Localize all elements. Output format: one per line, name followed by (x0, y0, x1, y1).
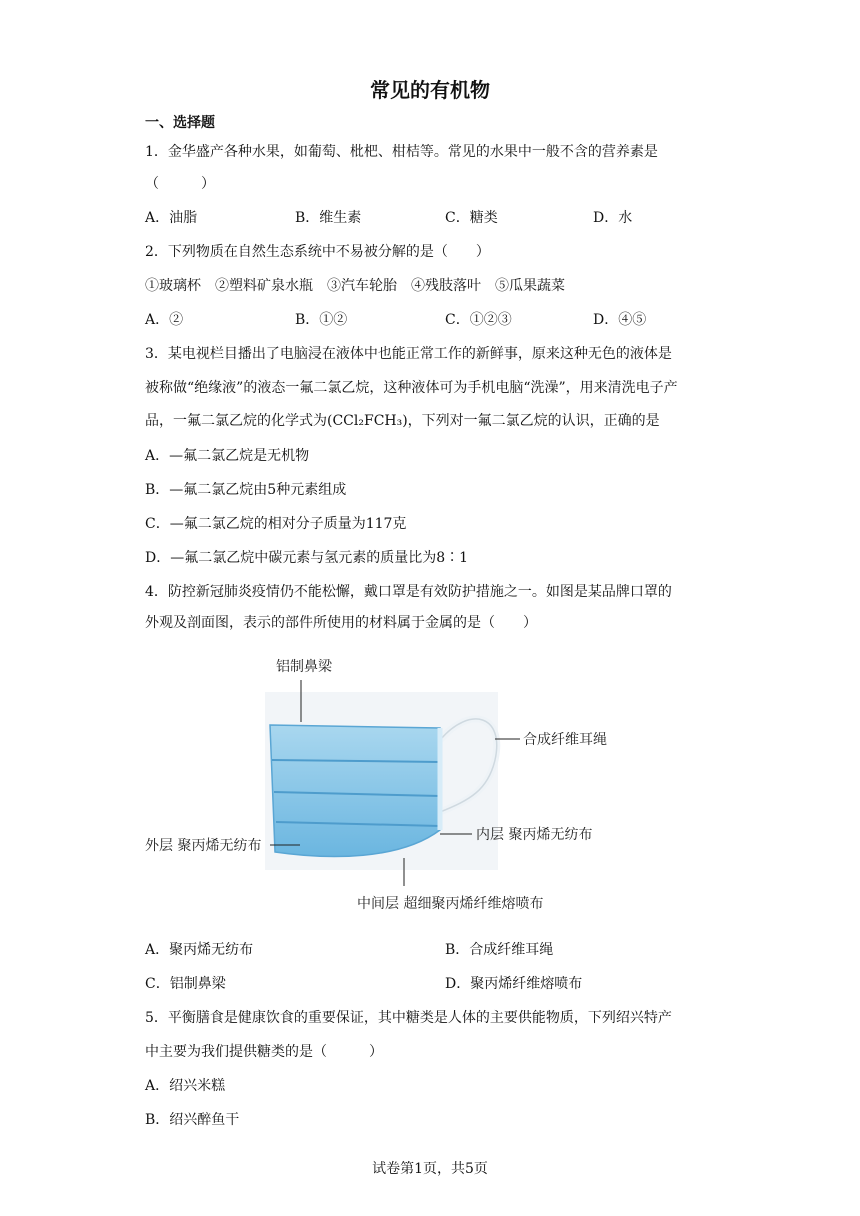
q2-option-a[interactable]: A．② (145, 312, 184, 328)
q3-option-d[interactable]: D．—氟二氯乙烷中碳元素与氢元素的质量比为8∶1 (145, 550, 469, 566)
q1-blank: （ ） (145, 176, 215, 192)
q5-line2: 中主要为我们提供糖类的是（ ） (145, 1044, 383, 1060)
mask-body (270, 725, 440, 857)
q3-line3: 品，一氟二氯乙烷的化学式为(CCl₂FCH₃)，下列对一氟二氯乙烷的认识，正确的是 (145, 413, 660, 429)
q5-option-a[interactable]: A．绍兴米糕 (145, 1078, 226, 1094)
q4-line1: 4．防控新冠肺炎疫情仍不能松懈，戴口罩是有效防护措施之一。如图是某品牌口罩的 (145, 584, 672, 600)
q2-option-c[interactable]: C．①②③ (445, 312, 512, 328)
q4-option-a[interactable]: A．聚丙烯无纺布 (145, 942, 254, 958)
q4-option-b[interactable]: B．合成纤维耳绳 (445, 942, 554, 958)
q4-line2: 外观及剖面图，表示的部件所使用的材料属于金属的是（ ） (145, 615, 537, 631)
q1-option-b[interactable]: B．维生素 (295, 210, 362, 226)
section-heading: 一、选择题 (145, 115, 215, 131)
page-title: 常见的有机物 (370, 78, 490, 102)
q1-option-a[interactable]: A．油脂 (145, 210, 198, 226)
q3-option-a[interactable]: A．—氟二氯乙烷是无机物 (145, 448, 310, 464)
q3-option-c[interactable]: C．—氟二氯乙烷的相对分子质量为117克 (145, 516, 407, 532)
q1-stem: 1．金华盛产各种水果，如葡萄、枇杷、柑桔等。常见的水果中一般不含的营养素是 (145, 144, 658, 160)
label-nose: 铝制鼻梁 (276, 659, 332, 675)
q5-option-b[interactable]: B．绍兴醉鱼干 (145, 1112, 240, 1128)
q2-stem: 2．下列物质在自然生态系统中不易被分解的是（ ） (145, 244, 490, 260)
q5-line1: 5．平衡膳食是健康饮食的重要保证，其中糖类是人体的主要供能物质，下列绍兴特产 (145, 1010, 672, 1026)
q3-line2: 被称做“绝缘液”的液态一氟二氯乙烷，这种液体可为手机电脑“洗澡”，用来清洗电子产 (145, 380, 678, 396)
q2-items: ①玻璃杯 ②塑料矿泉水瓶 ③汽车轮胎 ④残肢落叶 ⑤瓜果蔬菜 (145, 278, 565, 294)
q4-option-c[interactable]: C．铝制鼻梁 (145, 976, 226, 992)
q1-option-c[interactable]: C．糖类 (445, 210, 498, 226)
q1-option-d[interactable]: D．水 (593, 210, 633, 226)
q4-option-d[interactable]: D．聚丙烯纤维熔喷布 (445, 976, 583, 992)
label-outer: 外层 聚丙烯无纺布 (145, 838, 262, 854)
page-footer: 试卷第1页，共5页 (372, 1161, 488, 1177)
label-middle: 中间层 超细聚丙烯纤维熔喷布 (357, 896, 544, 912)
q2-option-b[interactable]: B．①② (295, 312, 348, 328)
label-inner: 内层 聚丙烯无纺布 (476, 827, 593, 843)
q3-line1: 3．某电视栏目播出了电脑浸在液体中也能正常工作的新鲜事，原来这种无色的液体是 (145, 346, 672, 362)
q3-option-b[interactable]: B．—氟二氯乙烷由5种元素组成 (145, 482, 347, 498)
label-ear: 合成纤维耳绳 (523, 732, 607, 748)
q2-option-d[interactable]: D．④⑤ (593, 312, 647, 328)
